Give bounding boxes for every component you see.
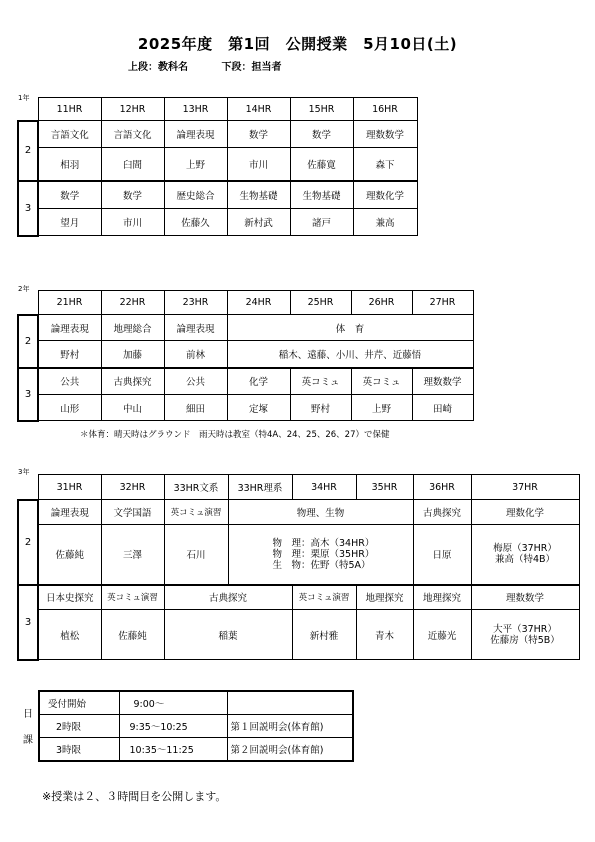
pe-note: ＊体育：晴天時はグラウンド 雨天時は教室（特4A、24、25、26、27）で保健 — [80, 430, 390, 440]
teacher-cell: 臼間 — [101, 148, 164, 181]
teacher-line: 大平（37HR） — [493, 623, 557, 635]
class-header: 11HR — [38, 98, 101, 121]
teacher-cell: 石川 — [164, 525, 228, 585]
subject-cell: 理数数学 — [353, 121, 417, 148]
subject-cell: 論理表現 — [38, 315, 101, 341]
subject-cell: 歴史総合 — [164, 181, 227, 209]
class-header: 26HR — [351, 291, 412, 315]
teacher-cell: 佐藤寛 — [290, 148, 353, 181]
subject-cell: 数学 — [38, 181, 101, 209]
subject-cell: 論理表現 — [38, 500, 101, 525]
nikka-name: 受付開始 — [39, 691, 119, 715]
teacher-cell: 稲葉 — [164, 610, 292, 660]
subject-cell: 数学 — [101, 181, 164, 209]
grade1-label: 1年 — [18, 94, 30, 102]
teacher-cell: 上野 — [164, 148, 227, 181]
pe-teacher-cell: 稲木、遠藤、小川、井芹、近藤悟 — [227, 341, 473, 368]
nikka-event: 第１回説明会(体育館) — [227, 715, 353, 738]
teacher-cell: 定塚 — [227, 395, 290, 421]
subject-cell: 数学 — [227, 121, 290, 148]
subject-cell: 物理、生物 — [228, 500, 413, 525]
teacher-cell: 細田 — [164, 395, 227, 421]
nikka-label-bottom: 課 — [23, 735, 33, 746]
class-header: 24HR — [227, 291, 290, 315]
teacher-cell: 植松 — [38, 610, 101, 660]
teacher-cell: 森下 — [353, 148, 417, 181]
teacher-cell: 野村 — [38, 341, 101, 368]
subject-cell: 文学国語 — [101, 500, 164, 525]
teacher-cell: 日原 — [413, 525, 471, 585]
teacher-cell: 田崎 — [412, 395, 473, 421]
teacher-cell: 加藤 — [101, 341, 164, 368]
period-label: 2 — [18, 121, 38, 181]
subject-cell: 古典探究 — [164, 585, 292, 610]
teacher-cell: 新村武 — [227, 209, 290, 236]
class-header: 14HR — [227, 98, 290, 121]
teacher-line: 物 理：高木（34HR） — [272, 537, 375, 549]
class-header: 33HR文系 — [164, 475, 228, 500]
subject-cell: 地理探究 — [356, 585, 413, 610]
teacher-cell: 佐藤純 — [38, 525, 101, 585]
pe-subject-cell: 体 育 — [227, 315, 473, 341]
class-header: 36HR — [413, 475, 471, 500]
science-teachers-cell — [228, 525, 413, 585]
teacher-line: 兼高（特4B） — [494, 554, 556, 566]
nikka-label-top: 日 — [23, 709, 33, 720]
period-label: 3 — [18, 585, 38, 660]
subject-cell: 英コミュ — [290, 368, 351, 395]
legend-top: 上段：教科名 — [128, 62, 188, 73]
subject-cell: 化学 — [227, 368, 290, 395]
subject-cell: 日本史探究 — [38, 585, 101, 610]
grade2-table — [17, 290, 474, 422]
subject-cell: 英コミュ演習 — [292, 585, 356, 610]
legend-bottom: 下段：担当者 — [221, 62, 282, 73]
teacher-line: 生 物：佐野（特5A） — [272, 559, 371, 571]
subject-cell: 古典探究 — [413, 500, 471, 525]
period-label: 2 — [18, 315, 38, 368]
teacher-cell: 佐藤純 — [101, 610, 164, 660]
teacher-cell-multi — [471, 610, 579, 660]
subject-cell: 理数化学 — [471, 500, 579, 525]
teacher-cell: 市川 — [227, 148, 290, 181]
teacher-cell: 諸戸 — [290, 209, 353, 236]
period-label: 3 — [18, 181, 38, 236]
nikka-time: 9:35～10:25 — [119, 715, 227, 738]
teacher-cell: 上野 — [351, 395, 412, 421]
teacher-cell: 野村 — [290, 395, 351, 421]
subject-cell: 公共 — [164, 368, 227, 395]
class-header: 23HR — [164, 291, 227, 315]
subject-cell: 公共 — [38, 368, 101, 395]
nikka-time: 10:35～11:25 — [119, 738, 227, 762]
teacher-cell: 中山 — [101, 395, 164, 421]
teacher-cell: 前林 — [164, 341, 227, 368]
grade3-label: 3年 — [18, 468, 30, 476]
subject-cell: 地理総合 — [101, 315, 164, 341]
teacher-cell: 兼高 — [353, 209, 417, 236]
subject-cell: 古典探究 — [101, 368, 164, 395]
subject-cell: 生物基礎 — [290, 181, 353, 209]
teacher-cell: 三澤 — [101, 525, 164, 585]
teacher-cell: 近藤光 — [413, 610, 471, 660]
nikka-name: 2時限 — [39, 715, 119, 738]
subject-cell: 数学 — [290, 121, 353, 148]
teacher-cell: 望月 — [38, 209, 101, 236]
subject-cell: 言語文化 — [101, 121, 164, 148]
class-header: 34HR — [292, 475, 356, 500]
period-label: 3 — [18, 368, 38, 421]
subject-cell: 論理表現 — [164, 315, 227, 341]
class-header: 31HR — [38, 475, 101, 500]
subject-cell: 言語文化 — [38, 121, 101, 148]
class-header: 25HR — [290, 291, 351, 315]
legend — [128, 58, 311, 73]
class-header: 12HR — [101, 98, 164, 121]
subject-cell: 理数化学 — [353, 181, 417, 209]
subject-cell: 理数数学 — [471, 585, 579, 610]
class-header: 27HR — [412, 291, 473, 315]
nikka-event: 第２回説明会(体育館) — [227, 738, 353, 762]
teacher-cell: 相羽 — [38, 148, 101, 181]
class-header: 21HR — [38, 291, 101, 315]
class-header: 35HR — [356, 475, 413, 500]
teacher-cell: 佐藤久 — [164, 209, 227, 236]
nikka-time: 9:00～ — [119, 691, 227, 715]
nikka-event — [227, 691, 353, 715]
subject-cell: 英コミュ演習 — [164, 500, 228, 525]
class-header: 33HR理系 — [228, 475, 292, 500]
subject-cell: 地理探究 — [413, 585, 471, 610]
grade1-table — [17, 97, 418, 237]
subject-cell: 生物基礎 — [227, 181, 290, 209]
subject-cell: 論理表現 — [164, 121, 227, 148]
teacher-cell: 市川 — [101, 209, 164, 236]
class-header: 32HR — [101, 475, 164, 500]
teacher-line: 梅原（37HR） — [493, 543, 557, 555]
teacher-line: 佐藤房（特5B） — [490, 634, 560, 646]
class-header: 13HR — [164, 98, 227, 121]
footer-note: ※授業は２、３時間目を公開します。 — [42, 790, 227, 803]
grade2-label: 2年 — [18, 285, 30, 293]
subject-cell: 英コミュ — [351, 368, 412, 395]
grade3-table — [17, 474, 580, 661]
teacher-cell: 青木 — [356, 610, 413, 660]
class-header: 22HR — [101, 291, 164, 315]
class-header: 16HR — [353, 98, 417, 121]
teacher-cell: 新村雅 — [292, 610, 356, 660]
nikka-table — [38, 690, 354, 762]
teacher-cell: 山形 — [38, 395, 101, 421]
subject-cell: 理数数学 — [412, 368, 473, 395]
period-label: 2 — [18, 500, 38, 585]
teacher-line: 物 理：栗原（35HR） — [272, 548, 375, 560]
nikka-name: 3時限 — [39, 738, 119, 762]
teacher-cell-multi — [471, 525, 579, 585]
class-header: 37HR — [471, 475, 579, 500]
class-header: 15HR — [290, 98, 353, 121]
page-title: 2025年度 第1回 公開授業 5月10日(土) — [137, 35, 458, 53]
subject-cell: 英コミュ演習 — [101, 585, 164, 610]
